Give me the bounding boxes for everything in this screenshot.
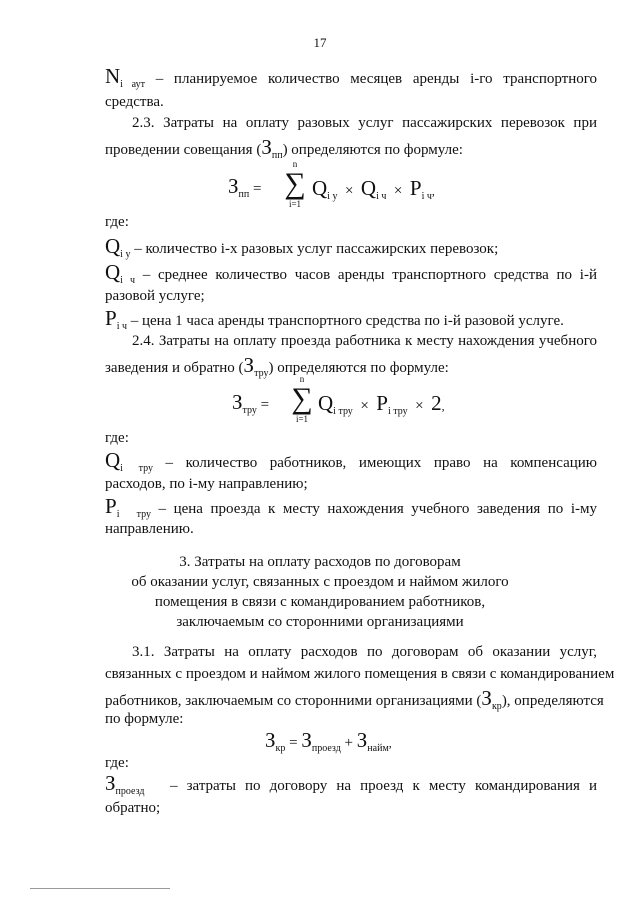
formula-2-lhs: $З_{тру}$ = — [232, 390, 270, 416]
page-number: 17 — [313, 35, 327, 50]
paragraph-2-4-line1: 2.4. Затраты на оплату проезда работника к месту нахождения учебного — [132, 333, 597, 349]
z-proezd-continuation: обратно; — [105, 800, 161, 816]
footer-rule — [30, 888, 170, 889]
where-label-2: где: — [105, 430, 129, 446]
p-itru-definition: $P_{i тру}$ – цена проезда к месту нахождения учебного заведения по i-му — [105, 494, 597, 520]
n-aut-text: – планируемое количество месяцев аренды i-го транспортного — [155, 71, 598, 87]
summation-sign-2: n ∑ i=1 — [291, 374, 313, 424]
q-iy-definition: $Q_{i у}$ – количество i-х разовых услуг пассажирских перевозок; — [105, 234, 499, 260]
where-label-3: где: — [105, 755, 129, 771]
summation-sign-1: n ∑ i=1 — [284, 159, 306, 209]
q-itru-definition: $Q_{i тру}$ – количество работников, имеющих право на компенсацию — [105, 448, 597, 474]
paragraph-2-3-line1: 2.3. Затраты на оплату разовых услуг пассажирских перевозок при — [132, 115, 597, 131]
z-proezd-definition: $З_{проезд}$ – затраты по договору на проезд к месту командирования и — [105, 771, 597, 797]
paragraph-2-4-line2: заведения и обратно $(З_{тру})$ определяются по формуле: — [105, 353, 449, 379]
formula-2-terms: $Q_{i тру} \times P_{i тру} \times 2$, — [318, 391, 445, 417]
where-label-1: где: — [105, 214, 129, 230]
formula-1-terms: $Q_{i у} \times Q_{i ч} \times P_{i ч}$, — [312, 176, 435, 202]
n-aut-symbol: $N_{i аут}$ — [105, 64, 145, 90]
paragraph-3-1-line2: связанных с проездом и наймом жилого помещения в связи с командированием — [105, 666, 615, 682]
p-itru-continuation: направлению. — [105, 521, 194, 537]
q-ich-definition: $Q_{i ч}$ – среднее количество часов аренды транспортного средства по i-й — [105, 260, 597, 286]
paragraph-3-1-line3: работников, заключаемым со сторонними организациями $(З_{кр})$, определяются — [105, 686, 604, 712]
paragraph-3-1-line4: по формуле: — [105, 711, 184, 727]
n-aut-line — [105, 66, 597, 91]
paragraph-2-3-line2: проведении совещания $(З_{пп})$ определяются по формуле: — [105, 135, 463, 161]
n-aut-continuation: средства. — [105, 94, 164, 110]
p-ich-definition: $P_{i ч}$ – цена 1 часа аренды транспортного средства по i-й разовой услуге. — [105, 306, 564, 332]
formula-zkr: $З_{кр} = З_{проезд} + З_{найм}$, — [265, 728, 392, 754]
q-ich-continuation: разовой услуге; — [105, 288, 205, 304]
formula-1-lhs: $З_{пп}$ = — [228, 174, 262, 200]
q-itru-continuation: расходов, по i-му направлению; — [105, 476, 308, 492]
paragraph-3-1-line1: 3.1. Затраты на оплату расходов по договорам об оказании услуг, — [132, 644, 597, 660]
